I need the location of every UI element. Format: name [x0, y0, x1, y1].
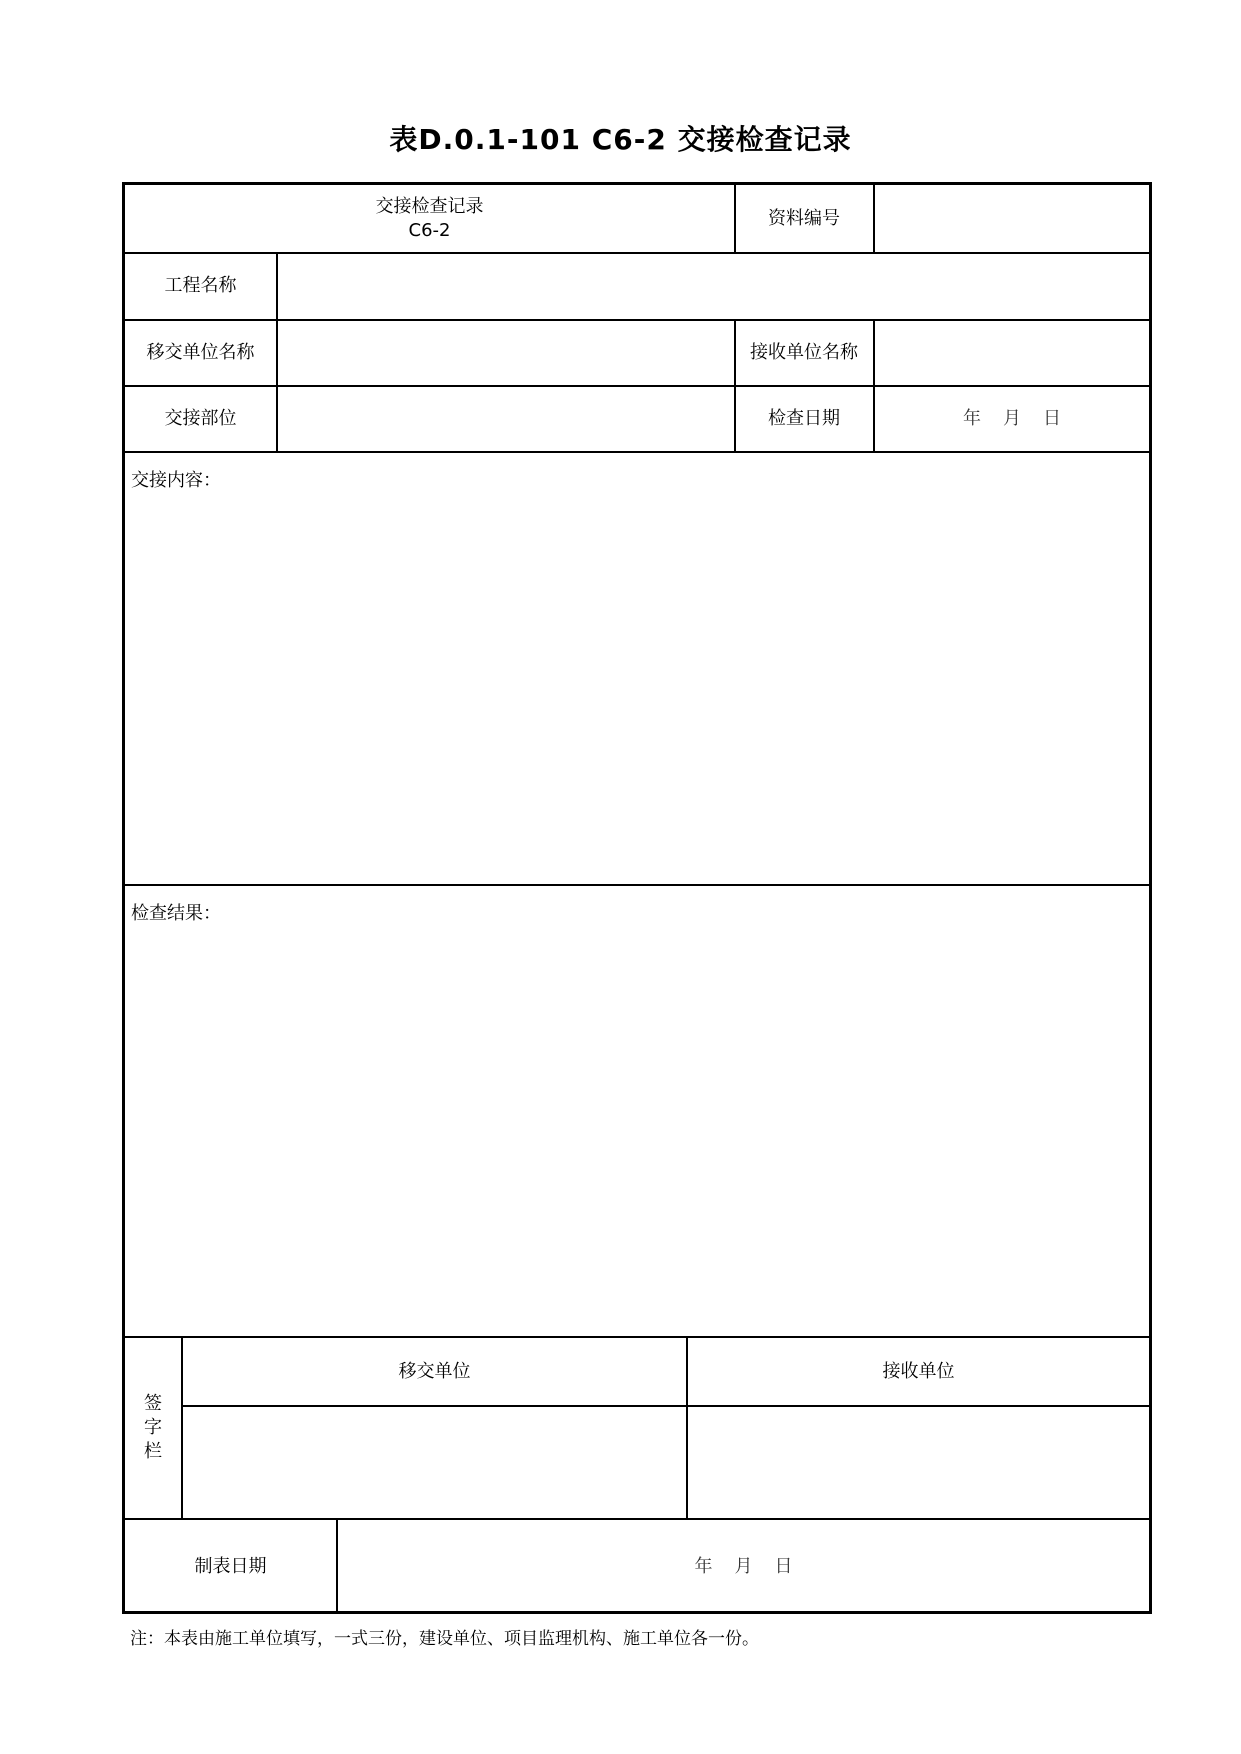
handover-unit-field[interactable]	[278, 320, 734, 385]
handover-unit-label: 移交单位名称	[146, 341, 255, 363]
date-month: 月	[1003, 407, 1021, 429]
form-date-day: 日	[774, 1556, 793, 1578]
page-title: 表D.0.1-101 C6-2 交接检查记录	[389, 123, 852, 156]
handover-part-label: 交接部位	[164, 407, 237, 429]
project-name-label: 工程名称	[164, 275, 237, 297]
form-date-label: 制表日期	[194, 1556, 267, 1578]
date-day: 日	[1043, 407, 1061, 429]
form-date-month: 月	[734, 1556, 753, 1578]
doc-no-label: 资料编号	[768, 207, 840, 229]
handover-check-form	[122, 182, 1152, 1614]
check-result-area[interactable]	[125, 886, 1149, 1336]
sign-handover-unit-field[interactable]	[183, 1407, 686, 1518]
check-date-field[interactable]	[875, 386, 1149, 451]
signature-column-label	[125, 1338, 181, 1518]
sign-handover-unit-label: 移交单位	[398, 1360, 471, 1382]
doc-no-field[interactable]	[875, 185, 1149, 252]
form-date-year: 年	[694, 1556, 713, 1578]
form-name-cell	[125, 185, 734, 252]
handover-content-area[interactable]	[125, 453, 1149, 884]
form-date-field[interactable]	[338, 1520, 1149, 1614]
signature-char: 字	[144, 1416, 162, 1438]
signature-char: 签	[144, 1392, 162, 1414]
check-result-label: 检查结果：	[131, 903, 221, 924]
sign-receiving-unit-label: 接收单位	[882, 1360, 955, 1382]
form-name: 交接检查记录	[375, 196, 484, 218]
date-year: 年	[963, 407, 981, 429]
sign-receiving-unit-field[interactable]	[688, 1407, 1149, 1518]
project-name-field[interactable]	[278, 253, 1149, 319]
check-date-label: 检查日期	[768, 407, 840, 429]
footnote: 注：本表由施工单位填写，一式三份，建设单位、项目监理机构、施工单位各一份。	[130, 1629, 759, 1649]
handover-part-field[interactable]	[278, 386, 734, 451]
receiving-unit-label: 接收单位名称	[750, 341, 858, 363]
form-code: C6-2	[408, 219, 451, 241]
handover-content-label: 交接内容：	[131, 470, 221, 491]
receiving-unit-field[interactable]	[875, 320, 1149, 385]
signature-char: 栏	[144, 1441, 162, 1463]
